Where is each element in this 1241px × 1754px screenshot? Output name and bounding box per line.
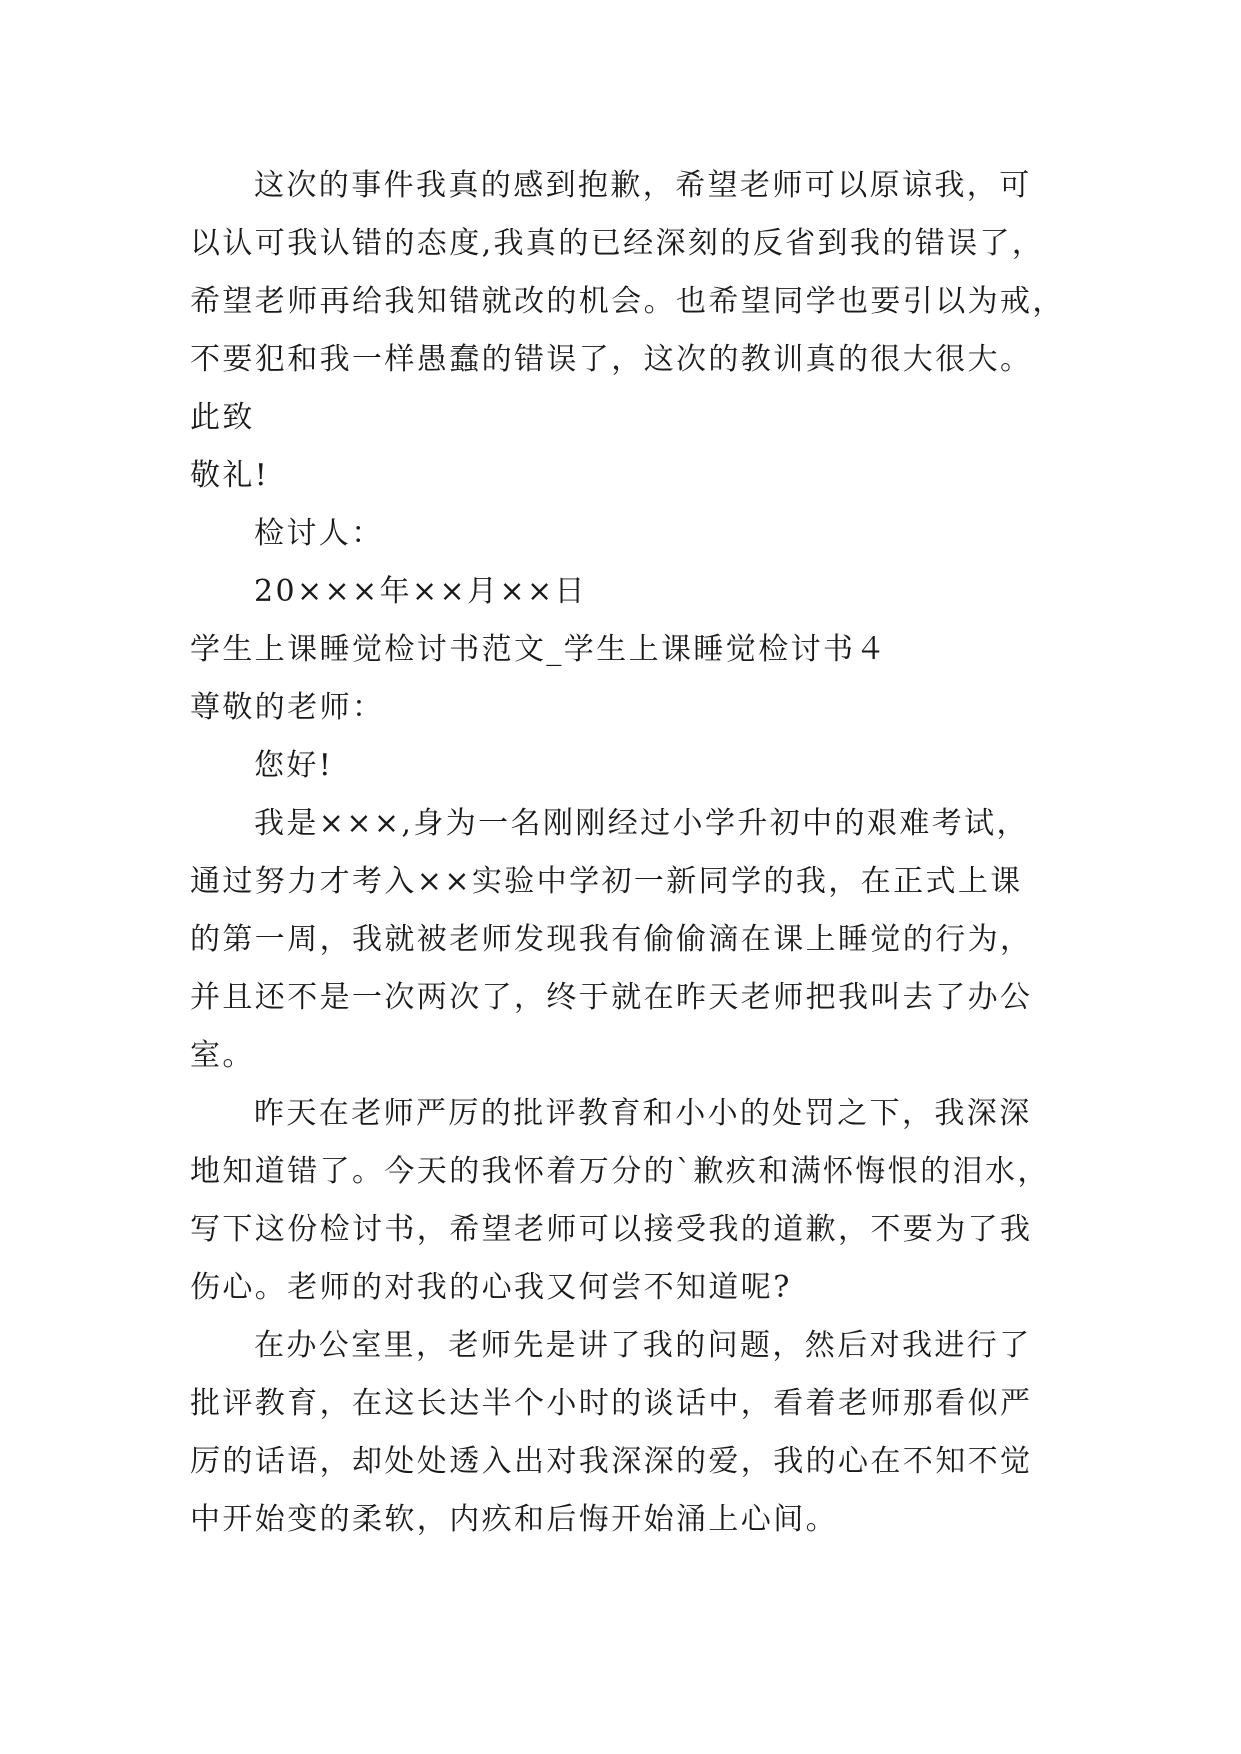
text-line: 此致 (190, 400, 255, 435)
text-line: 检讨人： (254, 516, 384, 551)
text-line: 您好! (254, 748, 334, 783)
text-line: 在办公室里，老师先是讲了我的问题，然后对我进行了 (254, 1328, 1032, 1363)
text-line: 室。 (190, 1038, 255, 1073)
text-line: 这次的事件我真的感到抱歉，希望老师可以原谅我，可 (254, 168, 1032, 203)
text-line: 通过努力才考入××实验中学初一新同学的我，在正式上课 (190, 864, 1023, 899)
text-line: 地知道错了。今天的我怀着万分的`歉疚和满怀悔恨的泪水， (190, 1154, 1050, 1189)
text-line: 写下这份检讨书，希望老师可以接受我的道歉，不要为了我 (190, 1212, 1033, 1247)
text-line: 中开始变的柔软，内疚和后悔开始涌上心间。 (190, 1502, 838, 1537)
text-line: 20×××年××月××日 (254, 574, 587, 609)
text-line: 厉的话语，却处处透入出对我深深的爱，我的心在不知不觉 (190, 1444, 1033, 1479)
text-line: 希望老师再给我知错就改的机会。也希望同学也要引以为戒， (190, 284, 1065, 319)
text-line: 伤心。老师的对我的心我又何尝不知道呢? (190, 1270, 792, 1305)
text-line: 我是×××,身为一名刚刚经过小学升初中的艰难考试， (254, 806, 1029, 841)
text-line: 敬礼! (190, 458, 270, 493)
text-line: 昨天在老师严厉的批评教育和小小的处罚之下，我深深 (254, 1096, 1032, 1131)
text-line: 的第一周，我就被老师发现我有偷偷滴在课上睡觉的行为， (190, 922, 1033, 957)
text-line: 不要犯和我一样愚蠢的错误了，这次的教训真的很大很大。 (190, 342, 1033, 377)
text-line: 以认可我认错的态度,我真的已经深刻的反省到我的错误了， (190, 226, 1045, 261)
text-line: 并且还不是一次两次了，终于就在昨天老师把我叫去了办公 (190, 980, 1033, 1015)
text-line: 批评教育，在这长达半个小时的谈话中，看着老师那看似严 (190, 1386, 1033, 1421)
section-heading: 学生上课睡觉检讨书范文_学生上课睡觉检讨书４ (190, 632, 888, 667)
text-line: 尊敬的老师： (190, 690, 385, 725)
